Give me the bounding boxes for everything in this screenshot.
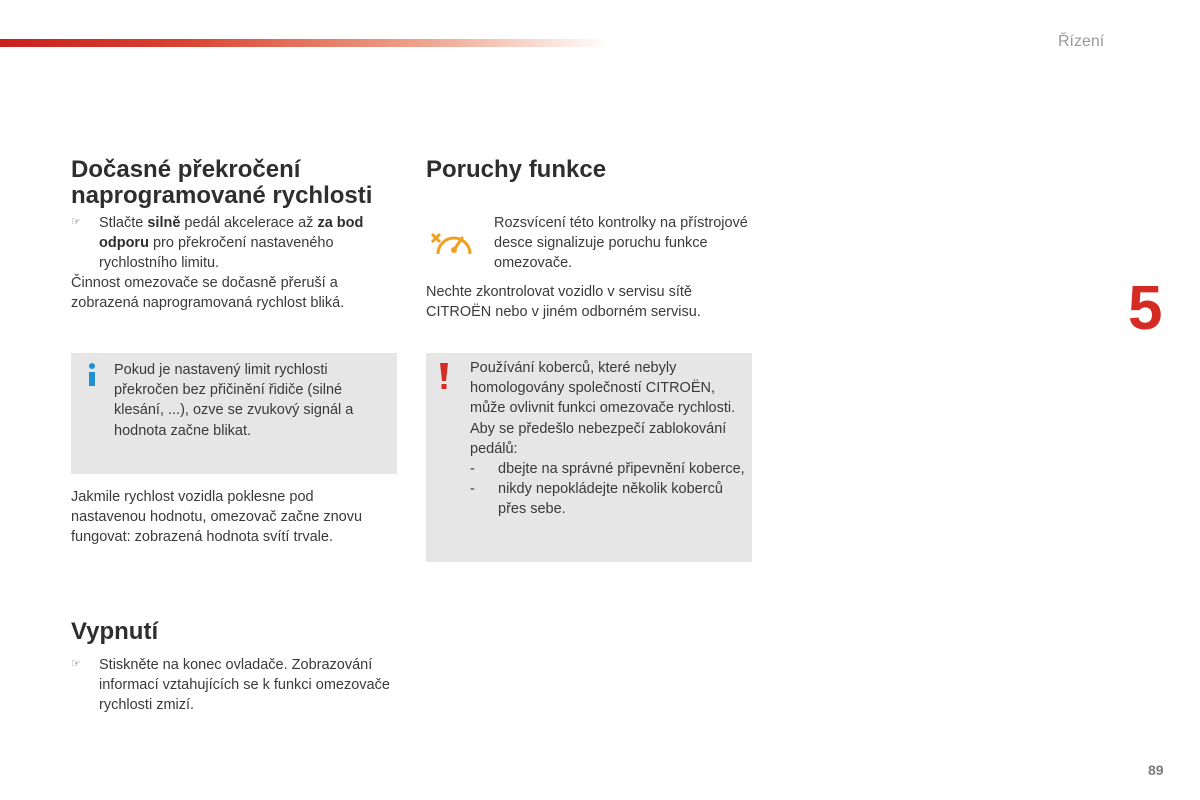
list-item: - nikdy nepokládejte několik koberců přes sebe.	[470, 481, 723, 518]
info-box-text: Pokud je nastavený limit rychlosti překročen bez přičinění řidiče (silné klesání, ...), ozve se zvukový signál a hodnota začne blikat.	[114, 362, 354, 439]
bullet-switch-off	[71, 655, 391, 716]
alert-list	[470, 459, 746, 520]
pointing-hand-icon: ☞	[71, 658, 81, 670]
heading-line-1: Dočasné překročení	[71, 156, 301, 183]
dash-marker: -	[470, 481, 475, 498]
heading-line-2: naprogramované rychlosti	[71, 182, 373, 209]
bullet-text: Stlačte silně pedál akcelerace až za bod odporu pro překročení nastaveného rychlostního limitu.	[99, 215, 364, 272]
alert-box-text	[470, 358, 746, 520]
info-icon	[85, 362, 99, 393]
list-item: - dbejte na správné připevnění koberce,	[470, 459, 746, 479]
paragraph-service-check: Nechte zkontrolovat vozidlo v servisu sítě CITROËN nebo v jiném odborném servisu.	[426, 284, 701, 321]
pointing-hand-icon: ☞	[71, 216, 81, 228]
warning-lamp-text: Rozsvícení této kontrolky na přístrojové desce signalizuje poruchu funkce omezovače.	[494, 215, 748, 272]
paragraph-limiter-interrupted: Činnost omezovače se dočasně přeruší a zobrazená naprogramovaná rychlost bliká.	[71, 275, 345, 312]
page-number: 89	[1148, 762, 1164, 778]
section-title: Řízení	[1058, 33, 1105, 50]
heading-switching-off: Vypnutí	[71, 618, 159, 645]
paragraph-limiter-resumes: Jakmile rychlost vozidla poklesne pod nastavenou hodnotu, omezovač začne znovu fungovat: zobrazená hodnota svítí trvale.	[71, 489, 363, 546]
speed-limiter-warning-icon	[430, 224, 478, 267]
header-accent-bar	[0, 39, 610, 47]
heading-malfunctions: Poruchy funkce	[426, 156, 607, 183]
exclamation-icon	[439, 363, 449, 396]
alert-box	[426, 353, 752, 562]
chapter-number: 5	[1128, 274, 1163, 343]
bullet-press-accelerator	[71, 213, 391, 274]
dash-marker: -	[470, 461, 475, 478]
bullet-text: Stiskněte na konec ovladače. Zobrazování informací vztahujících se k funkci omezovače rychlosti zmizí.	[99, 657, 390, 714]
info-box	[71, 353, 397, 474]
heading-temporary-override	[71, 157, 372, 209]
alert-intro: Používání koberců, které nebyly homologovány společností CITROËN, může ovlivnit funkci omezovače rychlosti. Aby se předešlo nebezpečí zablokování pedálů:	[470, 360, 736, 457]
